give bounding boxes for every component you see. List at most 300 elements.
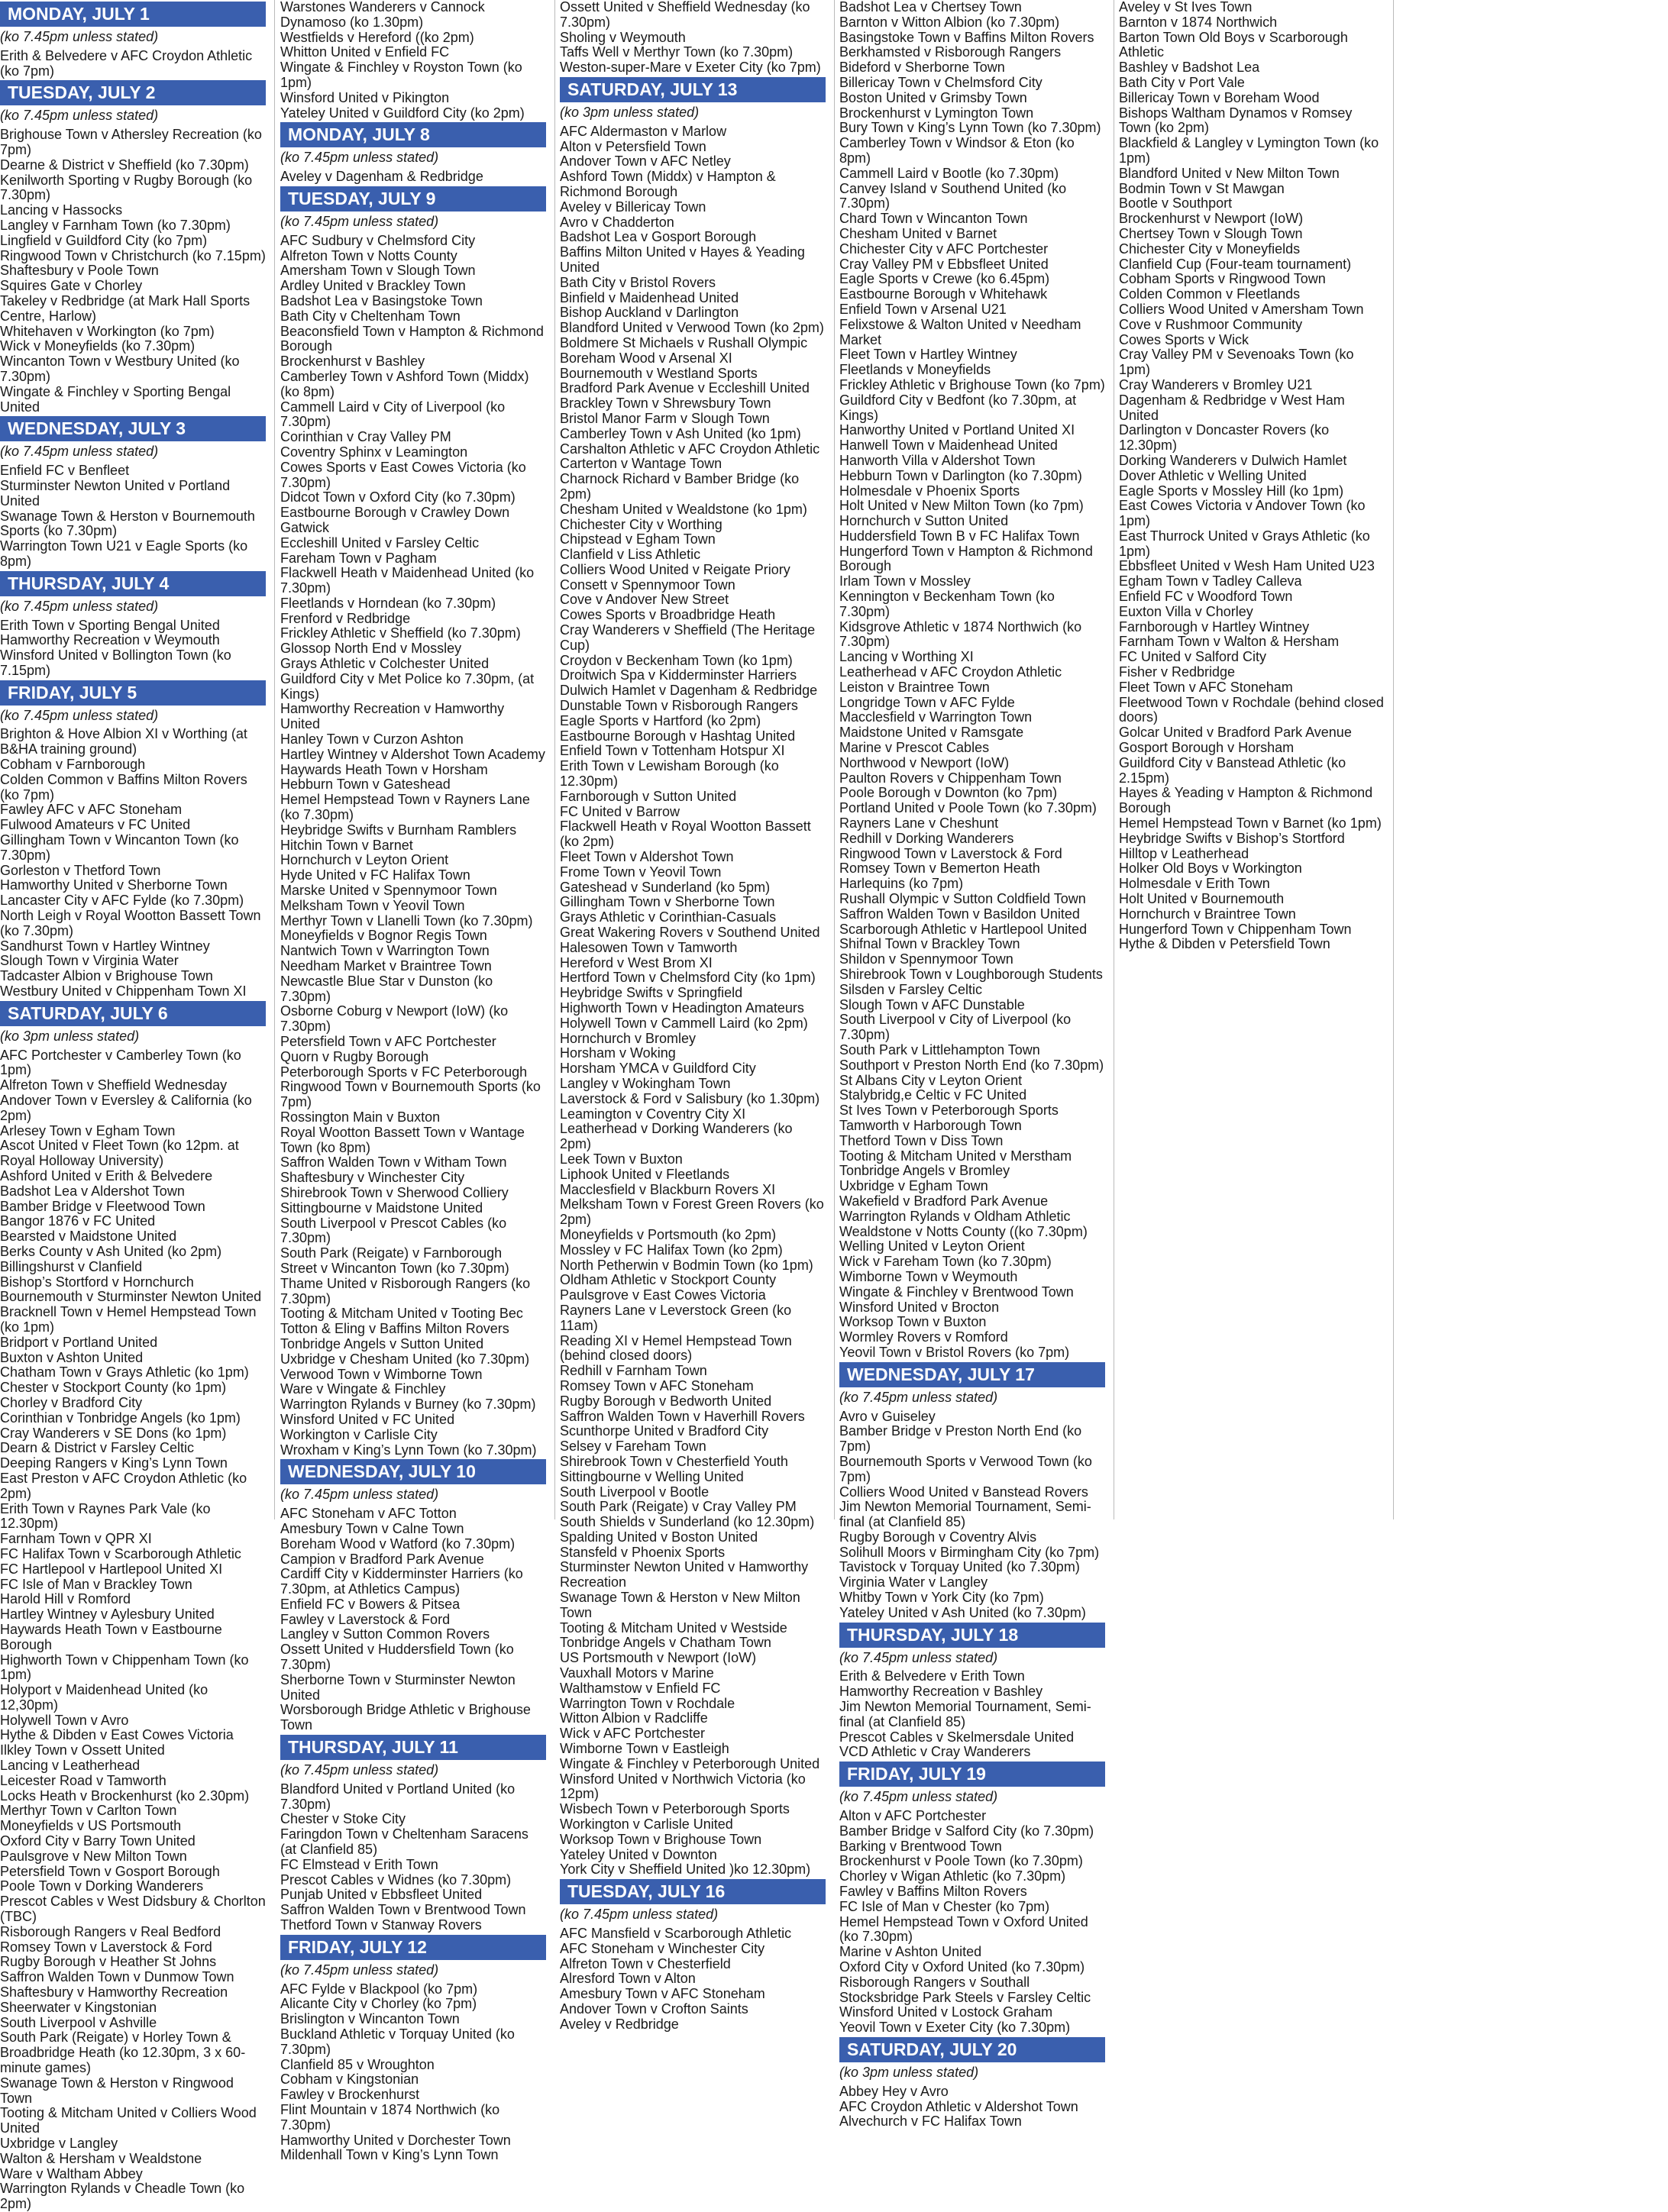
fixture-item: Tooting & Mitcham United v Colliers Wood United — [0, 2105, 257, 2136]
fixture-item: Paulsgrove v New Milton Town — [0, 1848, 187, 1864]
fixture-item: Royal Wootton Bassett Town v Wantage Town (ko 8pm) — [280, 1124, 525, 1155]
fixture-item: FC Elmstead v Erith Town — [280, 1856, 438, 1872]
fixture-item: Darlington v Doncaster Rovers (ko 12.30pm) — [1119, 422, 1330, 454]
fixture-item: Paulton Rovers v Chippenham Town — [839, 770, 1062, 786]
fixture-item: Petersfield Town v AFC Portchester — [280, 1034, 496, 1049]
fixture-item: Hamworthy Recreation v Weymouth — [0, 632, 220, 648]
fixture-item: Lancaster City v AFC Fylde (ko 7.30pm) — [0, 893, 244, 909]
fixture-item: Fleetwood Town v Rochdale (behind closed doors) — [1119, 694, 1384, 725]
fixture-item: Farnham Town v Walton & Hersham — [1119, 634, 1340, 650]
fixture-item: Guildford City v Banstead Athletic (ko 2.15pm) — [1119, 754, 1346, 786]
day-header-thursday-july-4: THURSDAY, JULY 4 — [0, 571, 266, 596]
fixture-item: Bearsted v Maidstone United — [0, 1229, 177, 1245]
fixture-item: Tavistock v Torquay United (ko 7.30pm) — [839, 1559, 1080, 1575]
fixture-item: Gillingham Town v Sherborne Town — [560, 894, 775, 910]
fixture-item: Tonbridge Angels v Bromley — [839, 1163, 1010, 1179]
fixture-item: Prescot Cables v Widnes (ko 7.30pm) — [280, 1871, 512, 1887]
fixture-item: Wingate & Finchley v Brentwood Town — [839, 1284, 1074, 1300]
fixture-item: Bamber Bridge v Preston North End (ko 7pm) — [839, 1423, 1082, 1455]
kickoff-note: (ko 7.45pm unless stated) — [280, 1487, 439, 1503]
kickoff-note: (ko 7.45pm unless stated) — [0, 707, 159, 723]
fixture-item: Sittingbourne v Maidstone United — [280, 1200, 483, 1216]
fixture-item: Dover Athletic v Welling United — [1119, 467, 1307, 483]
fixture-item: FC Isle of Man v Brackley Town — [0, 1576, 192, 1592]
fixture-item: Hamworthy Recreation v Bashley — [839, 1684, 1043, 1700]
fixture-item: Solihull Moors v Birmingham City (ko 7pm) — [839, 1544, 1100, 1560]
column-6 — [1402, 0, 1668, 1955]
fixture-item: Fleet Town v Hartley Wintney — [839, 347, 1017, 363]
fixture-item: Corinthian v Cray Valley PM — [280, 429, 451, 445]
fixture-item: Cobham Sports v Ringwood Town — [1119, 271, 1326, 287]
fixture-item: Tonbridge Angels v Chatham Town — [560, 1635, 771, 1651]
fixture-item: Boreham Wood v Arsenal XI — [560, 350, 732, 366]
fixture-item: Winsford United v Northwich Victoria (ko 12pm) — [560, 1771, 806, 1802]
fixture-item: Bishops Waltham Dynamos v Romsey Town (ko 2pm) — [1119, 105, 1353, 136]
fixture-item: Ebbsfleet United v Wesh Ham United U23 — [1119, 558, 1375, 574]
fixture-item: Barton Town Old Boys v Scarborough Athletic — [1119, 29, 1348, 60]
fixture-item: Sandhurst Town v Hartley Wintney — [0, 938, 210, 954]
day-header-tuesday-july-16: TUESDAY, JULY 16 — [560, 1879, 826, 1904]
fixture-item: Risborough Rangers v Real Bedford — [0, 1923, 221, 1939]
fixture-item: Hornchurch v Braintree Town — [1119, 906, 1296, 922]
fixture-item: Clanfield 85 v Wroughton — [280, 2056, 435, 2072]
fixture-item: Yateley United v Ash United (ko 7.30pm) — [839, 1604, 1086, 1620]
fixture-item: Ossett United v Sheffield Wednesday (ko 7.30pm) — [560, 0, 810, 30]
fixture-item: Uxbridge v Egham Town — [839, 1178, 988, 1194]
fixture-item: Hyde United v FC Halifax Town — [280, 867, 470, 883]
column-5 — [1119, 0, 1385, 1955]
fixture-item: Bath City v Bristol Rovers — [560, 274, 716, 290]
fixture-item: Chichester City v Worthing — [560, 516, 722, 532]
fixture-item: Ringwood Town v Laverstock & Ford — [839, 845, 1062, 861]
fixture-item: Highworth Town v Headington Amateurs — [560, 1000, 804, 1016]
fixture-item: Hungerford Town v Hampton & Richmond Borough — [839, 543, 1093, 574]
fixture-item: Mossley v FC Halifax Town (ko 2pm) — [560, 1242, 783, 1258]
fixture-item: Wroxham v King’s Lynn Town (ko 7.30pm) — [280, 1442, 537, 1458]
fixture-item: Hamworthy Recreation v Hamworthy United — [280, 701, 505, 732]
fixture-item: Erith & Belvedere v AFC Croydon Athletic (ko 7pm) — [0, 47, 253, 79]
fixture-item: Wakefield v Bradford Park Avenue — [839, 1193, 1049, 1209]
fixture-item: Prescot Cables v West Didsbury & Chorlton (TBC) — [0, 1894, 266, 1925]
fixture-item: Alton v Petersfield Town — [560, 138, 706, 154]
fixture-item: Badshot Lea v Chertsey Town — [839, 0, 1022, 15]
fixture-item: Hythe & Dibden v Petersfield Town — [1119, 936, 1330, 952]
fixture-item: Laverstock & Ford v Salisbury (ko 1.30pm) — [560, 1090, 820, 1106]
fixture-item: Moneyfields v US Portsmouth — [0, 1818, 182, 1834]
fixture-item: Colliers Wood United v Banstead Rovers — [839, 1484, 1088, 1500]
fixture-item: Brockenhurst v Newport (IoW) — [1119, 211, 1304, 227]
fixture-item: Moneyfields v Bognor Regis Town — [280, 928, 487, 944]
fixture-item: Tonbridge Angels v Sutton United — [280, 1335, 484, 1351]
fixture-item: Hemel Hempstead Town v Rayners Lane (ko 7.30pm) — [280, 792, 530, 823]
fixture-item: Charnock Richard v Bamber Bridge (ko 2pm) — [560, 471, 800, 502]
fixture-item: Abbey Hey v Avro — [839, 2083, 949, 2099]
fixture-item: Hanley Town v Curzon Ashton — [280, 731, 464, 748]
fixture-item: Jim Newton Memorial Tournament, Semi-final (at Clanfield 85) — [839, 1699, 1091, 1729]
fixture-item: Hungerford Town v Chippenham Town — [1119, 921, 1352, 937]
fixture-item: Hornchurch v Sutton United — [839, 513, 1009, 529]
fixture-item: Alicante City v Chorley (ko 7pm) — [280, 1996, 477, 2012]
fixture-item: Eastbourne Borough v Hashtag United — [560, 728, 796, 744]
fixture-item: Bath City v Port Vale — [1119, 74, 1245, 90]
fixture-item: Colliers Wood United v Reigate Priory — [560, 561, 790, 577]
kickoff-note: (ko 7.45pm unless stated) — [280, 213, 439, 229]
fixture-item: Dulwich Hamlet v Dagenham & Redbridge — [560, 683, 818, 699]
fixture-item: Southport v Preston North End (ko 7.30pm) — [839, 1057, 1104, 1073]
fixture-item: Felixstowe & Walton United v Needham Market — [839, 316, 1081, 347]
fixture-item: Holyport v Maidenhead United (ko 12,30pm) — [0, 1682, 208, 1713]
day-header-wednesday-july-3: WEDNESDAY, JULY 3 — [0, 416, 266, 441]
fixture-item: Welling United v Leyton Orient — [839, 1238, 1025, 1255]
fixture-item: FC United v Barrow — [560, 803, 680, 819]
fixture-item: Fawley v Baffins Milton Rovers — [839, 1884, 1027, 1900]
kickoff-note: (ko 7.45pm unless stated) — [839, 1389, 998, 1405]
fixture-item: Barking v Brentwood Town — [839, 1838, 1002, 1854]
fixture-item: Hanwell Town v Maidenhead United — [839, 438, 1058, 454]
fixture-item: Chichester City v Moneyfields — [1119, 241, 1301, 257]
fixture-item: Leiston v Braintree Town — [839, 679, 990, 695]
fixture-item: Vauxhall Motors v Marine — [560, 1665, 714, 1681]
fixture-item: Virginia Water v Langley — [839, 1574, 988, 1590]
fixture-item: Camberley Town v Ashford Town (Middx) (ko 8pm) — [280, 368, 529, 399]
kickoff-note: (ko 7.45pm unless stated) — [280, 1762, 439, 1778]
fixture-item: Poole Borough v Downton (ko 7pm) — [839, 785, 1058, 801]
fixture-item: Hereford v West Brom XI — [560, 954, 713, 970]
fixture-item: Shildon v Spennymoor Town — [839, 951, 1013, 967]
fixture-item: Thetford Town v Diss Town — [839, 1132, 1004, 1148]
fixture-item: Lancing v Leatherhead — [0, 1758, 141, 1774]
fixture-item: Tooting & Mitcham United v Westside — [560, 1619, 787, 1636]
fixture-item: South Park (Reigate) v Farnborough — [280, 1245, 503, 1261]
fixture-item: Langley v Farnham Town (ko 7.30pm) — [0, 217, 231, 233]
fixture-item: Flackwell Heath v Royal Wootton Bassett (ko 2pm) — [560, 819, 811, 850]
fixture-item: Cowes Sports v Broadbridge Heath — [560, 607, 776, 623]
fixture-item: Alresford Town v Alton — [560, 1971, 696, 1987]
fixture-item: Thame United v Risborough Rangers (ko 7.30pm) — [280, 1275, 531, 1306]
fixture-item: Fawley v Laverstock & Ford — [280, 1611, 451, 1627]
fixture-item: Ware v Wingate & Finchley — [280, 1381, 446, 1397]
fixture-item: Hamworthy United v Dorchester Town — [280, 2132, 511, 2148]
fixture-item: Fleet Town v Aldershot Town — [560, 849, 734, 865]
fixture-item: Wingate & Finchley v Royston Town (ko 1pm) — [280, 60, 522, 90]
fixture-item: Thetford Town v Stanway Rovers — [280, 1917, 482, 1933]
fixture-item: Peterborough Sports v FC Peterborough — [280, 1064, 528, 1080]
fixture-item: Gateshead v Sunderland (ko 5pm) — [560, 879, 771, 895]
fixture-item: Chesham United v Wealdstone (ko 1pm) — [560, 501, 807, 517]
fixture-item: Worksop Town v Buxton — [839, 1314, 987, 1330]
fixture-item: Alfreton Town v Notts County — [280, 247, 457, 263]
fixture-item: Billericay Town v Chelmsford City — [839, 74, 1042, 90]
fixture-item: Wick v AFC Portchester — [560, 1726, 706, 1742]
fixture-item: Tadcaster Albion v Brighouse Town — [0, 968, 213, 984]
fixture-item: Nantwich Town v Warrington Town — [280, 943, 490, 959]
fixture-item: Binfield v Maidenhead United — [560, 289, 739, 305]
fixture-item: Camberley Town v Ash United (ko 1pm) — [560, 425, 801, 441]
day-header-thursday-july-11: THURSDAY, JULY 11 — [280, 1735, 546, 1760]
fixture-item: South Liverpool v Prescot Cables (ko 7.30pm) — [280, 1215, 507, 1246]
fixture-item: Westbury United v Chippenham Town XI — [0, 983, 247, 999]
fixture-item: Fleetlands v Moneyfields — [839, 362, 991, 378]
fixture-item: Warrington Rylands v Burney (ko 7.30pm) — [280, 1397, 536, 1413]
fixture-item: AFC Portchester v Camberley Town (ko 1pm) — [0, 1047, 241, 1078]
fixture-item: AFC Fylde v Blackpool (ko 7pm) — [280, 1981, 478, 1997]
fixture-item: Dearne & District v Sheffield (ko 7.30pm) — [0, 157, 249, 173]
fixture-item: Farnborough v Sutton United — [560, 788, 737, 804]
fixture-item: Warrington Town U21 v Eagle Sports (ko 8pm) — [0, 538, 248, 569]
fixture-item: Shaftesbury v Winchester City — [280, 1170, 465, 1186]
day-header-friday-july-5: FRIDAY, JULY 5 — [0, 680, 266, 706]
fixture-item: Badshot Lea v Basingstoke Town — [280, 292, 483, 308]
fixture-item: Alvechurch v FC Halifax Town — [839, 2114, 1022, 2130]
day-header-saturday-july-20: SATURDAY, JULY 20 — [839, 2037, 1105, 2062]
fixture-item: Hebburn Town v Gateshead — [280, 777, 451, 793]
fixture-item: Locks Heath v Brockenhurst (ko 2.30pm) — [0, 1787, 250, 1804]
fixture-item: Street v Wincanton Town (ko 7.30pm) — [280, 1260, 509, 1276]
fixture-item: Cardiff City v Kidderminster Harriers (ko 7.30pm, at Athletics Campus) — [280, 1566, 523, 1597]
day-header-saturday-july-13: SATURDAY, JULY 13 — [560, 77, 826, 102]
fixture-item: AFC Aldermaston v Marlow — [560, 123, 727, 139]
fixture-item: South Park v Littlehampton Town — [839, 1041, 1040, 1058]
fixture-item: Macclesfield v Blackburn Rovers XI — [560, 1181, 776, 1197]
day-header-thursday-july-18: THURSDAY, JULY 18 — [839, 1623, 1105, 1648]
fixture-item: Gosport Borough v Horsham — [1119, 740, 1295, 756]
fixture-item: Tooting & Mitcham United v Tooting Bec — [280, 1306, 523, 1322]
fixture-item: Newcastle Blue Star v Dunston (ko 7.30pm) — [280, 973, 493, 1004]
fixture-item: Billingshurst v Clanfield — [0, 1258, 143, 1274]
fixture-item: Slough Town v Virginia Water — [0, 953, 179, 969]
fixture-item: Bishop Auckland v Darlington — [560, 305, 739, 321]
fixture-item: Eccleshill United v Farsley Celtic — [280, 534, 480, 551]
fixture-item: Brockenhurst v Poole Town (ko 7.30pm) — [839, 1853, 1083, 1869]
fixture-item: Croydon v Beckenham Town (ko 1pm) — [560, 652, 793, 668]
fixture-item: Eagle Sports v Mossley Hill (ko 1pm) — [1119, 483, 1344, 499]
fixture-item: Warrington Rylands v Oldham Athletic — [839, 1208, 1071, 1224]
day-header-monday-july-1: MONDAY, JULY 1 — [0, 2, 266, 27]
fixture-item: Hemel Hempstead Town v Oxford United (ko 7.30pm) — [839, 1913, 1088, 1945]
fixture-item: East Cowes Victoria v Andover Town (ko 1pm) — [1119, 498, 1366, 529]
fixture-item: Rugby Borough v Coventry Alvis — [839, 1529, 1037, 1545]
fixture-item: Rugby Borough v Bedworth United — [560, 1393, 772, 1409]
fixture-item: Sturminster Newton United v Hamworthy Recreation — [560, 1559, 809, 1590]
fixture-item: Lingfield v Guildford City (ko 7pm) — [0, 232, 208, 248]
fixture-item: Winsford United v FC United — [280, 1411, 455, 1427]
fixture-item: Alfreton Town v Sheffield Wednesday — [0, 1077, 228, 1093]
fixture-item: Eastbourne Borough v Whitehawk — [839, 286, 1048, 302]
fixture-item: Witton Albion v Radcliffe — [560, 1710, 708, 1726]
fixture-item: Horsham v Woking — [560, 1045, 676, 1061]
kickoff-note: (ko 3pm unless stated) — [839, 2065, 979, 2080]
fixture-item: Ringwood Town v Bournemouth Sports (ko 7pm) — [280, 1079, 541, 1110]
fixture-item: Kenilworth Sporting v Rugby Borough (ko 7.30pm) — [0, 172, 253, 203]
fixture-item: Swanage Town & Herston v Bournemouth Sports (ko 7.30pm) — [0, 508, 255, 539]
fixture-item: Leatherhead v AFC Croydon Athletic — [839, 664, 1062, 680]
day-header-wednesday-july-10: WEDNESDAY, JULY 10 — [280, 1459, 546, 1484]
fixture-item: Chard Town v Wincanton Town — [839, 211, 1028, 227]
kickoff-note: (ko 7.45pm unless stated) — [280, 1962, 439, 1978]
fixture-item: Wincanton Town v Westbury United (ko 7.30pm) — [0, 354, 240, 384]
fixture-item: Swanage Town & Herston v New Milton Town — [560, 1590, 800, 1620]
fixture-item: Reading XI v Hemel Hempstead Town (behind closed doors) — [560, 1332, 792, 1364]
fixture-item: Ashford Town (Middx) v Hampton & Richmond Borough — [560, 169, 776, 199]
fixture-item: Droitwich Spa v Kidderminster Harriers — [560, 667, 797, 683]
fixture-item: Horsham YMCA v Guildford City — [560, 1061, 756, 1077]
fixture-item: Faringdon Town v Cheltenham Saracens (at Clanfield 85) — [280, 1826, 529, 1858]
fixture-item: Andover Town v AFC Netley — [560, 153, 731, 170]
fixture-item: Sholing v Weymouth — [560, 29, 686, 45]
fixture-item: South Liverpool v Ashville — [0, 2014, 157, 2030]
fixture-item: Glossop North End v Mossley — [280, 641, 462, 657]
fixture-item: Enfield FC v Bowers & Pitsea — [280, 1596, 461, 1612]
fixture-item: Winsford United v Lostock Graham — [839, 2004, 1053, 2020]
fixture-item: AFC Mansfield v Scarborough Athletic — [560, 1926, 792, 1942]
fixture-item: Cray Valley PM v Sevenoaks Town (ko 1pm) — [1119, 347, 1354, 378]
fixture-item: Melksham Town v Forest Green Rovers (ko 2pm) — [560, 1196, 824, 1228]
fixture-item: Aveley v St Ives Town — [1119, 0, 1253, 15]
fixture-item: Blandford United v New Milton Town — [1119, 165, 1340, 181]
fixture-item: Sittingbourne v Welling United — [560, 1468, 744, 1484]
fixture-item: Enfield FC v Benfleet — [0, 463, 130, 479]
fixture-item: Bristol Manor Farm v Slough Town — [560, 410, 770, 426]
fixture-item: Andover Town v Eversley & California (ko 2pm) — [0, 1093, 252, 1123]
fixture-item: Cove v Andover New Street — [560, 592, 729, 608]
fixture-item: Kidsgrove Athletic v 1874 Northwich (ko 7.30pm) — [839, 618, 1082, 650]
fixture-item: South Liverpool v City of Liverpool (ko 7.30pm) — [839, 1012, 1072, 1043]
fixture-item: Grays Athletic v Corinthian-Casuals — [560, 909, 777, 925]
fixture-item: Taffs Well v Merthyr Town (ko 7.30pm) — [560, 44, 794, 60]
fixture-item: Warstones Wanderers v Cannock Dynamoso (ko 1.30pm) — [280, 0, 485, 30]
fixture-item: Erith Town v Raynes Park Vale (ko 12.30pm) — [0, 1500, 211, 1532]
fixture-item: St Ives Town v Peterborough Sports — [839, 1103, 1059, 1119]
fixture-item: Brockenhurst v Lymington Town — [839, 105, 1034, 121]
fixture-item: Risborough Rangers v Southall — [839, 1974, 1030, 1990]
fixture-item: Heybridge Swifts v Springfield — [560, 985, 743, 1001]
fixture-item: Lancing v Worthing XI — [839, 649, 974, 665]
fixture-item: Euxton Villa v Chorley — [1119, 603, 1253, 619]
fixture-item: Frenford v Redbridge — [280, 610, 411, 626]
fixture-item: Wimborne Town v Weymouth — [839, 1268, 1018, 1284]
fixture-item: Oxford City v Oxford United (ko 7.30pm) — [839, 1959, 1085, 1975]
fixture-item: Cray Wanderers v Sheffield (The Heritage Cup) — [560, 622, 816, 653]
fixture-item: Marske United v Spennymoor Town — [280, 883, 497, 899]
fixture-item: Moneyfields v Portsmouth (ko 2pm) — [560, 1226, 777, 1242]
fixture-item: Brighouse Town v Athersley Recreation (ko 7pm) — [0, 127, 262, 157]
fixture-item: Hornchurch v Bromley — [560, 1030, 697, 1046]
fixture-item: Romsey Town v AFC Stoneham — [560, 1377, 754, 1393]
fixture-item: Berks County v Ash United (ko 2pm) — [0, 1243, 222, 1259]
fixture-item: Dagenham & Redbridge v West Ham United — [1119, 392, 1345, 423]
fixture-item: Tooting & Mitcham United v Merstham — [839, 1148, 1072, 1164]
fixture-item: Badshot Lea v Gosport Borough — [560, 229, 757, 245]
fixture-item: Rayners Lane v Cheshunt — [839, 815, 999, 832]
fixture-item: Punjab United v Ebbsfleet United — [280, 1887, 483, 1903]
fixture-item: Hilltop v Leatherhead — [1119, 845, 1249, 861]
fixture-item: US Portsmouth v Newport (IoW) — [560, 1650, 757, 1666]
fixture-item: Hitchin Town v Barnet — [280, 837, 413, 853]
fixture-item: Walthamstow v Enfield FC — [560, 1680, 721, 1696]
fixture-item: Ardley United v Brackley Town — [280, 278, 466, 294]
fixture-item: Bootle v Southport — [1119, 195, 1233, 212]
fixture-item: Quorn v Rugby Borough — [280, 1048, 429, 1064]
column-3 — [560, 0, 826, 2032]
fixture-item: Frickley Athletic v Sheffield (ko 7.30pm) — [280, 625, 521, 641]
fixture-item: Chipstead v Egham Town — [560, 531, 716, 547]
column-2 — [280, 0, 546, 2163]
fixture-item: Holt United v Bournemouth — [1119, 891, 1285, 907]
fixture-item: Wick v Moneyfields (ko 7.30pm) — [0, 338, 196, 354]
fixture-item: Wormley Rovers v Romford — [839, 1329, 1008, 1345]
fixture-item: Didcot Town v Oxford City (ko 7.30pm) — [280, 489, 516, 505]
fixture-item: Dearn & District v Farsley Celtic — [0, 1440, 195, 1456]
fixture-item: Worsborough Bridge Athletic v Brighouse Town — [280, 1702, 531, 1733]
fixture-item: Scunthorpe United v Bradford City — [560, 1423, 769, 1439]
kickoff-note: (ko 7.45pm unless stated) — [839, 1789, 998, 1805]
fixture-item: Holmesdale v Erith Town — [1119, 876, 1270, 892]
fixture-item: Erith & Belvedere v Erith Town — [839, 1668, 1025, 1684]
fixture-item: Berkhamsted v Risborough Rangers — [839, 44, 1062, 60]
fixture-item: Blackfield & Langley v Lymington Town (ko 1pm) — [1119, 135, 1379, 166]
fixture-item: Marine v Ashton United — [839, 1944, 982, 1960]
fixture-item: Leamington v Coventry City XI — [560, 1106, 746, 1122]
fixture-item: Chester v Stoke City — [280, 1811, 406, 1827]
fixture-item: Badshot Lea v Aldershot Town — [0, 1183, 185, 1199]
fixture-item: Holywell Town v Avro — [0, 1712, 129, 1728]
fixture-item: Bangor 1876 v FC United — [0, 1213, 156, 1229]
fixture-item: Holywell Town v Cammell Laird (ko 2pm) — [560, 1015, 808, 1031]
fixture-item: Ware v Waltham Abbey — [0, 2165, 143, 2181]
fixture-item: Walton & Hersham v Wealdstone — [0, 2150, 202, 2166]
fixture-item: FC Halifax Town v Scarborough Athletic — [0, 1545, 241, 1561]
fixture-item: Shirebrook Town v Chesterfield Youth — [560, 1453, 788, 1469]
fixture-item: Rushall Olympic v Sutton Coldfield Town — [839, 891, 1086, 907]
fixture-item: Langley v Wokingham Town — [560, 1075, 731, 1091]
fixture-item: Rugby Borough v Heather St Johns — [0, 1954, 217, 1970]
fixture-item: Hanworthy United v Portland United XI — [839, 422, 1075, 438]
fixture-item: Buckland Athletic v Torquay United (ko 7.30pm) — [280, 2026, 515, 2057]
fixture-item: Hartley Wintney v Aylesbury United — [0, 1607, 215, 1623]
fixture-item: Ossett United v Huddersfield Town (ko 7.30pm) — [280, 1642, 514, 1673]
fixture-item: Whitehaven v Workington (ko 7pm) — [0, 323, 215, 339]
day-header-monday-july-8: MONDAY, JULY 8 — [280, 122, 546, 147]
column-1 — [0, 0, 266, 2212]
fixture-item: Camberley Town v Windsor & Eton (ko 8pm) — [839, 135, 1075, 166]
fixture-item: AFC Sudbury v Chelmsford City — [280, 232, 476, 248]
fixture-item: Deeping Rangers v King’s Lynn Town — [0, 1455, 228, 1471]
fixture-item: Oxford City v Barry Town United — [0, 1833, 196, 1849]
fixture-item: AFC Croydon Athletic v Aldershot Town — [839, 2098, 1078, 2114]
fixture-item: Gillingham Town v Wincanton Town (ko 7.30pm) — [0, 832, 239, 863]
fixture-item: South Shields v Sunderland (ko 12.30pm) — [560, 1514, 815, 1530]
fixture-item: Bashley v Badshot Lea — [1119, 60, 1260, 76]
fixture-item: Amesbury Town v AFC Stoneham — [560, 1986, 765, 2002]
fixture-item: Enfield Town v Arsenal U21 — [839, 301, 1007, 317]
fixture-item: Hamworthy United v Sherborne Town — [0, 877, 228, 893]
fixture-item: Bath City v Cheltenham Town — [280, 308, 461, 324]
fixture-item: Grays Athletic v Colchester United — [280, 656, 490, 672]
fixture-item: Dunstable Town v Risborough Rangers — [560, 698, 798, 714]
fixture-item: Weston-super-Mare v Exeter City (ko 7pm) — [560, 60, 821, 76]
fixture-item: Bournemouth v Sturminster Newton United — [0, 1289, 262, 1305]
fixture-item: Enfield Town v Tottenham Hotspur XI — [560, 743, 785, 759]
fixture-item: Fawley v Brockenhurst — [280, 2087, 420, 2103]
fixture-item: Fisher v Redbridge — [1119, 664, 1236, 680]
fixture-item: Wick v Fareham Town (ko 7.30pm) — [839, 1254, 1052, 1270]
fixture-item: Colliers Wood United v Amersham Town — [1119, 301, 1364, 317]
fixture-item: Haywards Heath Town v Eastbourne Borough — [0, 1621, 222, 1652]
fixture-item: Holmesdale v Phoenix Sports — [839, 483, 1020, 499]
kickoff-note: (ko 3pm unless stated) — [560, 104, 700, 120]
fixture-item: Heybridge Swifts v Bishop’s Stortford — [1119, 830, 1345, 846]
fixture-item: Shifnal Town v Brackley Town — [839, 936, 1020, 952]
